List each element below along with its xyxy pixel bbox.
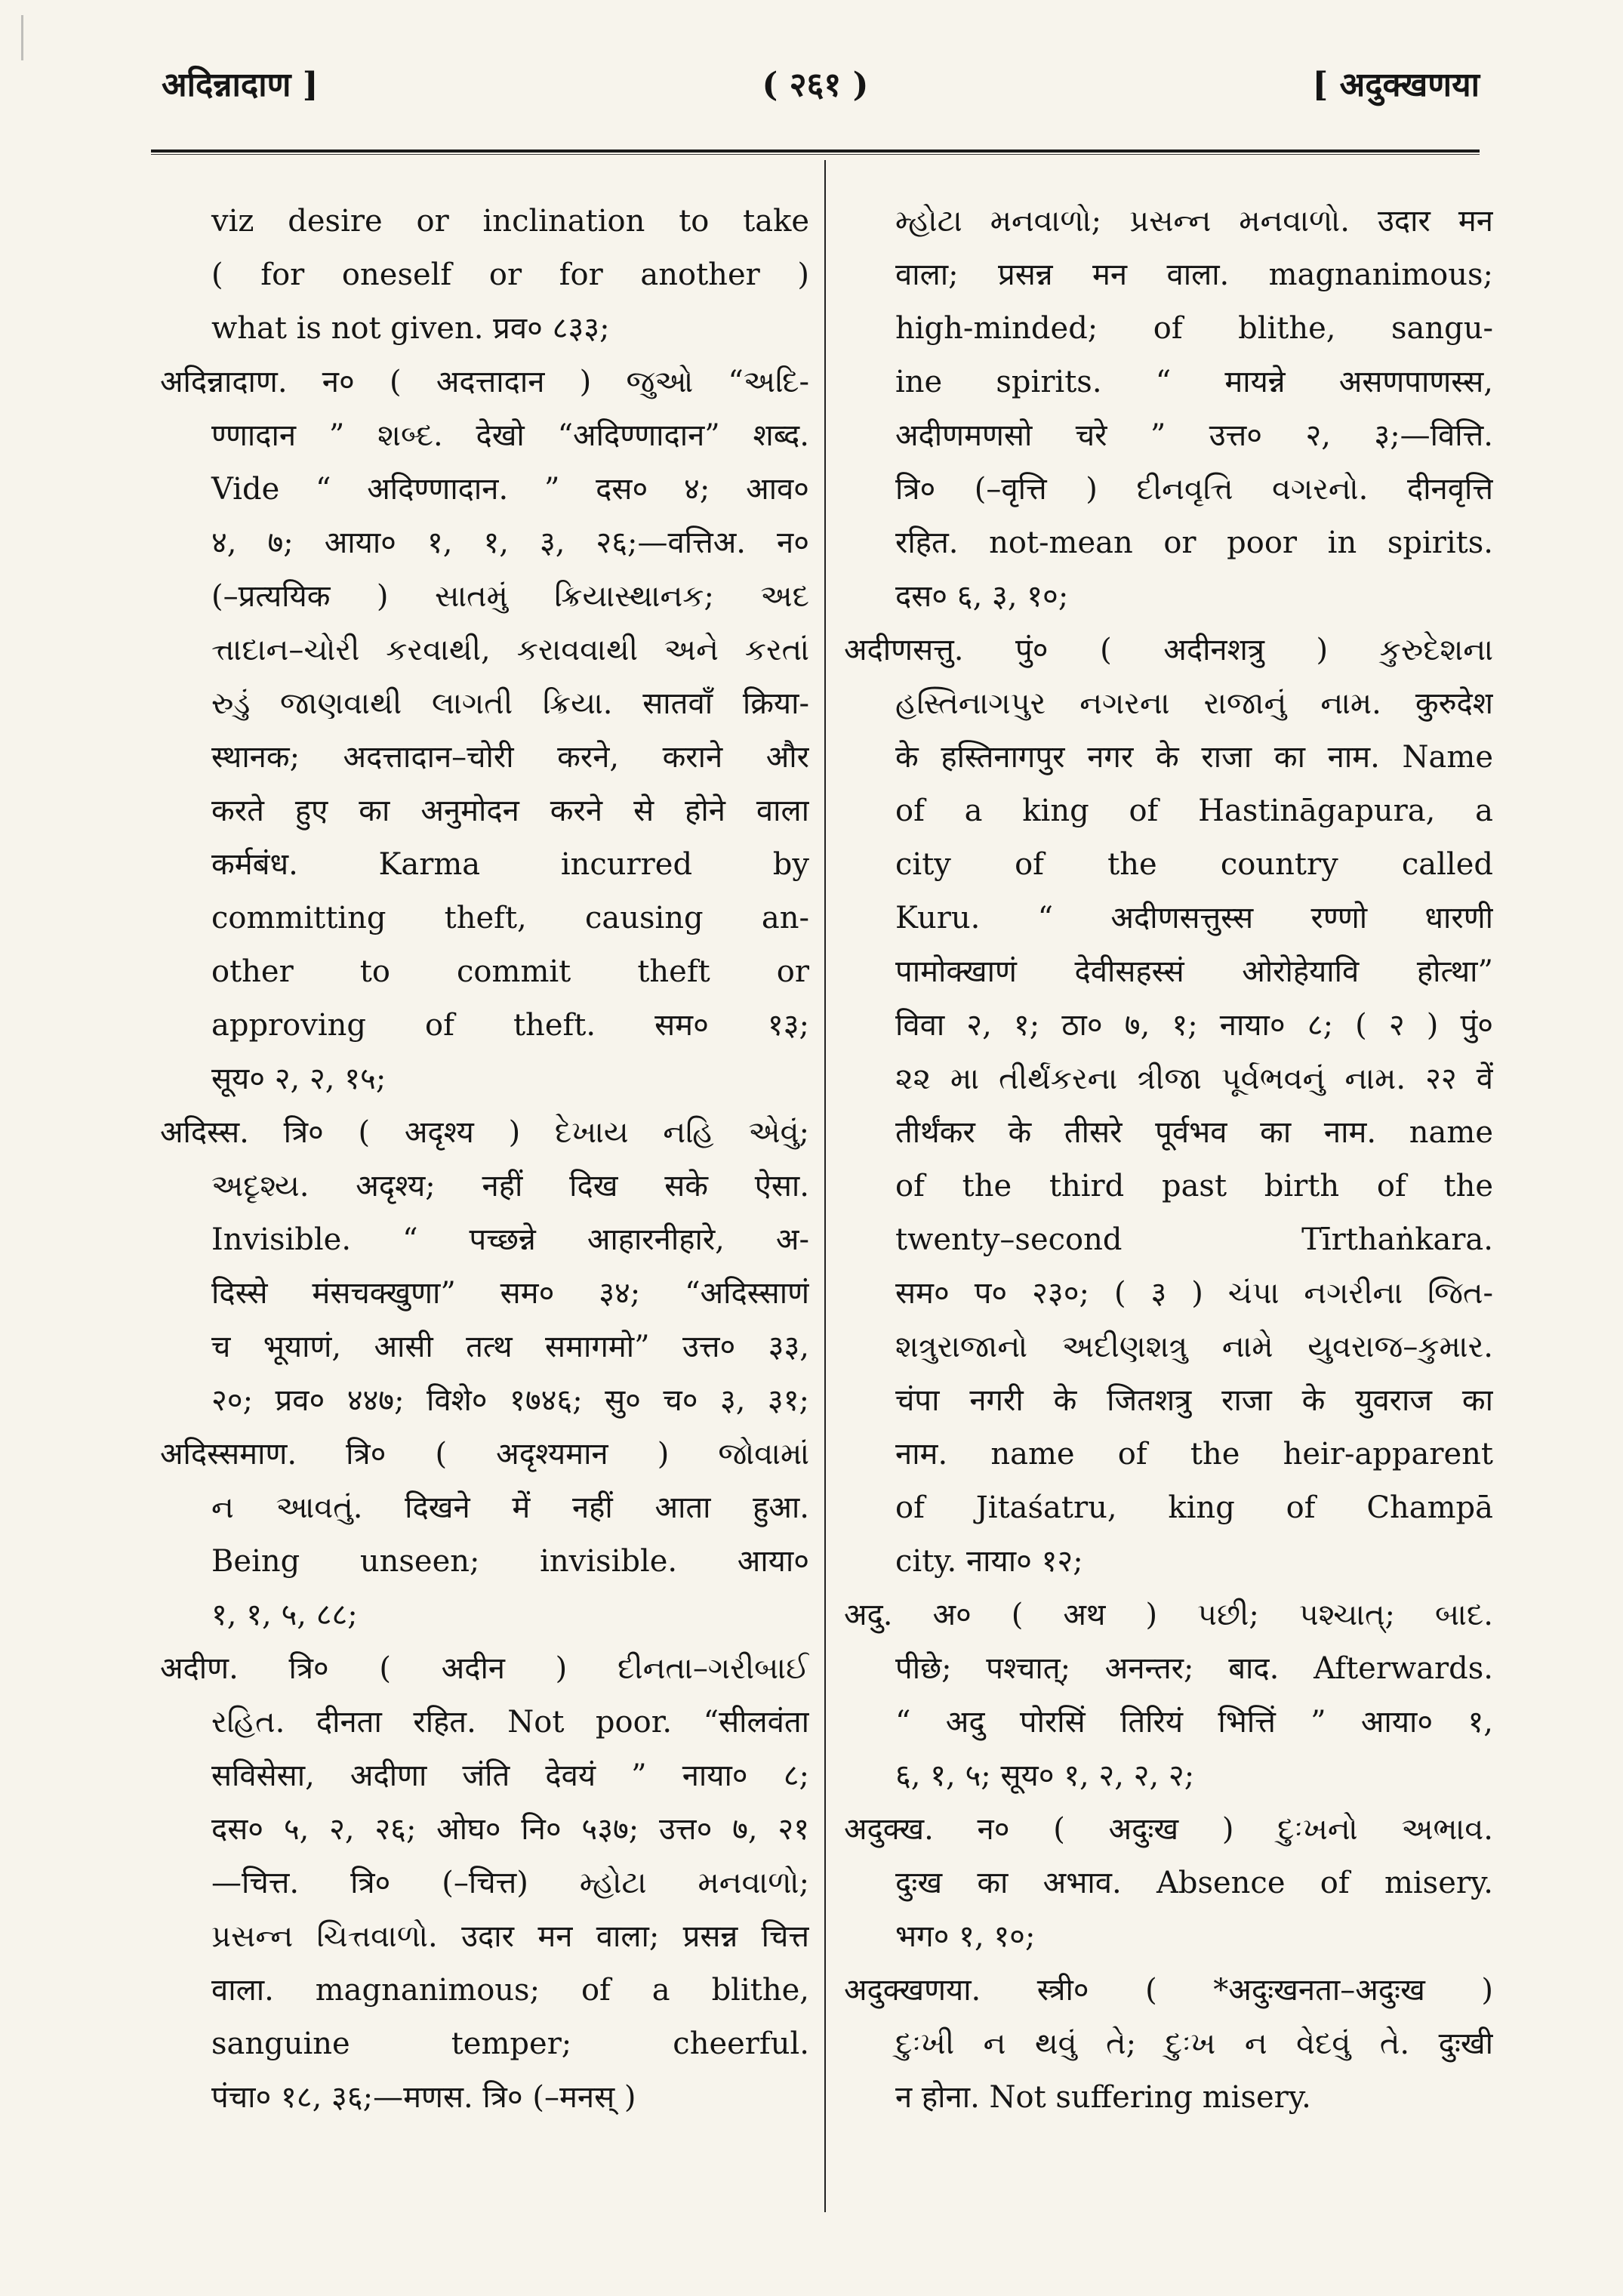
text-line: वाला. magnanimous; of a blithe, bbox=[211, 1973, 809, 2008]
text-line: त्रि० (–वृत्ति ) દીનવૃત્તિ વગરનો. दीनवृत्ति bbox=[895, 472, 1493, 507]
text-line: अदीणमणसो चरे ” उत्त० २, ३;—वित्ति. bbox=[895, 418, 1493, 453]
text-line: sanguine temper; cheerful. bbox=[211, 2026, 809, 2061]
text-line: (–प्रत्ययिक ) સાતમું ક્રિયાસ્થાનક; અદ bbox=[211, 579, 809, 614]
text-line: अदुक्ख. न० ( अदुःख ) દુઃખનો અભાવ. bbox=[844, 1812, 1493, 1847]
text-line: of Jitaśatru, king of Champā bbox=[895, 1490, 1493, 1525]
text-line: “ अदु पोरसिं तिरियं भित्तिं ” आया० १, bbox=[895, 1705, 1493, 1740]
text-line: अदु. अ० ( अथ ) પછી; પશ્ચાત્; બાદ. bbox=[844, 1598, 1493, 1632]
text-line: Being unseen; invisible. आया० bbox=[211, 1544, 809, 1579]
text-line: high-minded; of blithe, sangu- bbox=[895, 311, 1493, 346]
text-line: सविसेसा, अदीणा जंति देवयं ” नाया० ८; bbox=[211, 1758, 809, 1793]
text-line: city of the country called bbox=[895, 847, 1493, 882]
text-line: committing theft, causing an- bbox=[211, 901, 809, 935]
text-line: Vide “ अदिण्णादान. ” दस० ४; आव० bbox=[211, 472, 809, 507]
scan-margin-mark bbox=[21, 15, 23, 60]
text-line: what is not given. प्रव० ८३३; bbox=[211, 311, 610, 346]
text-line: अदीणसत्तु. पुं० ( अदीनशत्रु ) કુરુદેશના bbox=[844, 633, 1493, 667]
text-line: नाम. name of the heir-apparent bbox=[895, 1437, 1493, 1472]
text-line: कर्मबंध. Karma incurred by bbox=[211, 847, 809, 882]
text-line: ન આવતું. दिखने में नहीं आता हुआ. bbox=[211, 1490, 809, 1525]
text-line: Invisible. “ पच्छन्ने आहारनीहारे, अ- bbox=[211, 1222, 809, 1257]
text-line: રહિત. दीनता रहित. Not poor. “सीलवंता bbox=[211, 1705, 809, 1740]
text-line: १, १, ५, ८८; bbox=[211, 1598, 358, 1632]
text-line: ६, १, ५; सूय० १, २, २, २; bbox=[895, 1758, 1195, 1793]
text-line: ण्णादान ” શબ્દ. देखो “अदिण्णादान” शब्द. bbox=[211, 418, 809, 453]
text-line: ine spirits. “ मायन्ने असणपाणस्स, bbox=[895, 365, 1493, 399]
text-line: पंचा० १८, ३६;—मणस. त्रि० (–मनस् ) bbox=[211, 2080, 636, 2115]
text-line: મ્હોટા મનવાળો; પ્રસન્ન મનવાળો. उदार मन bbox=[895, 204, 1493, 239]
page-header bbox=[151, 60, 1480, 128]
text-line: दुःख का अभाव. Absence of misery. bbox=[895, 1866, 1493, 1900]
text-line: २०; प्रव० ४४७; विशे० १७४६; सु० च० ३, ३१; bbox=[211, 1383, 809, 1418]
text-line: ( for oneself or for another ) bbox=[211, 257, 809, 292]
right-column bbox=[844, 195, 1493, 2125]
text-line: विवा २, १; ठा० ७, १; नाया० ८; ( २ ) पुं० bbox=[895, 1008, 1493, 1043]
text-line: અદૃશ્ય. अदृश्य; नहीं दिख सके ऐसा. bbox=[211, 1169, 809, 1203]
left-column bbox=[160, 195, 809, 2125]
text-line: city. नाया० १२; bbox=[895, 1544, 1083, 1579]
text-line: वाला; प्रसन्न मन वाला. magnanimous; bbox=[895, 257, 1493, 292]
text-line: રુડું જાણવાથી લાગતી ક્રિયા. सातवाँ क्रिया- bbox=[211, 686, 809, 721]
text-line: —चित्त. त्रि० (–चित्त) મ્હોટા મનવાળો; bbox=[211, 1866, 809, 1900]
header-last-entry: [ अदुक्खणया bbox=[1312, 66, 1480, 104]
text-line: ત્તાદાન–ચોરી કરવાથી, કરાવવાથી અને કરતાં bbox=[211, 633, 809, 667]
text-line: सम० प० २३०; ( ३ ) ચંપા નગરીના જિત- bbox=[895, 1276, 1493, 1311]
text-line: अदिस्स. त्रि० ( अदृश्य ) દેખાય નહિ એવું; bbox=[160, 1115, 809, 1150]
header-rule-thin bbox=[151, 154, 1480, 155]
text-line: अदीण. त्रि० ( अदीन ) દીનતા–ગરીબાઈ bbox=[160, 1651, 809, 1686]
page-number: ( २६१ ) bbox=[762, 66, 869, 104]
text-line: रहित. not-mean or poor in spirits. bbox=[895, 525, 1493, 560]
text-line: approving of theft. सम० १३; bbox=[211, 1008, 809, 1043]
text-line: के हस्तिनागपुर नगर के राजा का नाम. Name bbox=[895, 740, 1493, 775]
text-line: other to commit theft or bbox=[211, 954, 809, 989]
text-line: च भूयाणं, आसी तत्थ समागमो” उत्त० ३३, bbox=[211, 1330, 809, 1364]
text-line: दस० ५, २, २६; ओघ० नि० ५३७; उत्त० ७, २१ bbox=[211, 1812, 809, 1847]
text-line: પ્રસન્ન ચિત્તવાળો. उदार मन वाला; प्रसन्न चित्त bbox=[211, 1919, 809, 1954]
text-line: अदिस्समाण. त्रि० ( अदृश्यमान ) જોવામાં bbox=[160, 1437, 809, 1472]
text-line: દુઃખી ન થવું તે; દુઃખ ન વેદવું તે. दुःखी bbox=[895, 2026, 1493, 2061]
text-line: न होना. Not suffering misery. bbox=[895, 2080, 1311, 2115]
text-line: सूय० २, २, १५; bbox=[211, 1062, 387, 1096]
text-line: Kuru. “ अदीणसत्तुस्स रण्णो धारणी bbox=[895, 901, 1493, 935]
text-line: viz desire or inclination to take bbox=[211, 204, 809, 239]
text-line: अदिन्नादाण. न० ( अदत्तादान ) જુઓ “અદિ- bbox=[160, 365, 809, 399]
text-line: of a king of Hastināgapura, a bbox=[895, 794, 1493, 828]
text-line: करते हुए का अनुमोदन करने से होने वाला bbox=[211, 794, 809, 828]
header-first-entry: अदिन्नादाण ] bbox=[162, 66, 319, 104]
text-line: શત્રુરાજાનો અદીણશત્રુ નામે યુવરાજ–કુમાર. bbox=[895, 1330, 1493, 1364]
text-line: चंपा नगरी के जितशत्रु राजा के युवराज का bbox=[895, 1383, 1493, 1418]
text-line: पीछे; पश्चात्; अनन्तर; बाद. Afterwards. bbox=[895, 1651, 1493, 1686]
text-line: ૨૨ મા તીર્થંકરના ત્રીજા પૂર્વભવનું નામ. २२ वें bbox=[895, 1062, 1493, 1096]
text-line: twenty–second Tīrthaṅkara. bbox=[895, 1222, 1493, 1257]
text-line: अदुक्खणया. स्त्री० ( *अदुःखनता–अदुःख ) bbox=[844, 1973, 1493, 2008]
text-line: of the third past birth of the bbox=[895, 1169, 1493, 1203]
header-rule bbox=[151, 149, 1480, 153]
text-line: भग० १, १०; bbox=[895, 1919, 1036, 1954]
column-divider bbox=[824, 160, 826, 2212]
text-line: दिस्से मंसचक्खुणा” सम० ३४; “अदिस्साणं bbox=[211, 1276, 809, 1311]
text-line: स्थानक; अदत्तादान–चोरी करने, कराने और bbox=[211, 740, 809, 775]
text-line: दस० ६, ३, १०; bbox=[895, 579, 1069, 614]
text-line: હસ્તિનાગપુર નગરના રાજાનું નામ. कुरुदेश bbox=[895, 686, 1493, 721]
text-line: ४, ७; आया० १, १, ३, २६;—वत्तिअ. न० bbox=[211, 525, 809, 560]
text-line: तीर्थंकर के तीसरे पूर्वभव का नाम. name bbox=[895, 1115, 1493, 1150]
text-line: पामोक्खाणं देवीसहस्सं ओरोहेयावि होत्था” bbox=[895, 954, 1493, 989]
